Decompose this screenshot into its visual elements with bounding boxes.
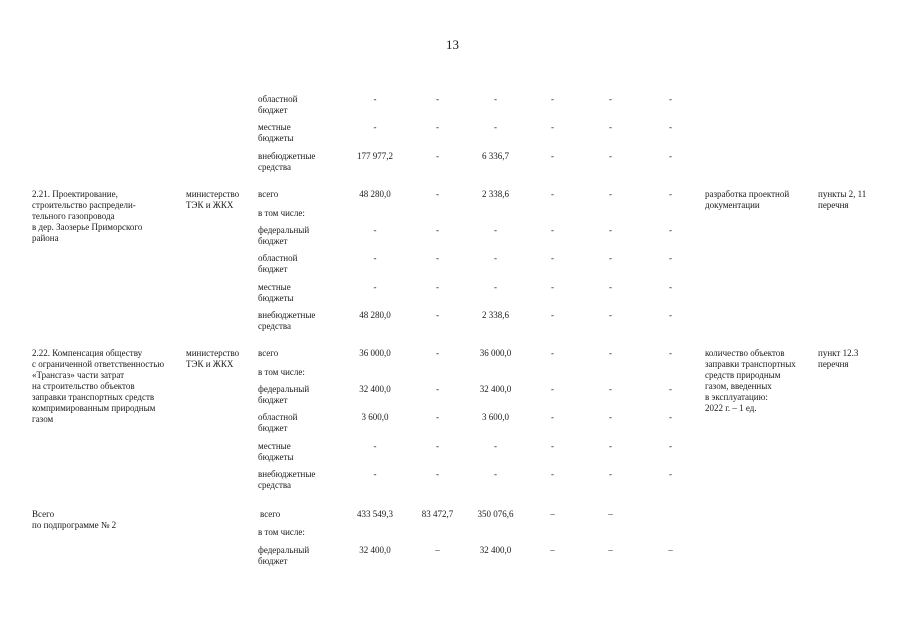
value-cell: - xyxy=(551,253,554,263)
source-label: в том числе: xyxy=(258,527,305,537)
page-number: 13 xyxy=(446,37,459,52)
value-cell: - xyxy=(669,122,672,132)
value-cell: - xyxy=(609,225,612,235)
value-cell: - xyxy=(551,384,554,394)
value-cell: - xyxy=(436,282,439,292)
value-cell: - xyxy=(551,94,554,104)
value-cell: - xyxy=(669,189,672,199)
value-cell: 83 472,7 xyxy=(421,509,454,519)
value-cell: 48 280,0 xyxy=(359,189,391,199)
value-cell: 48 280,0 xyxy=(359,310,391,320)
source-label: местные бюджеты xyxy=(258,441,294,462)
value-cell: - xyxy=(373,469,377,479)
value-cell: - xyxy=(609,122,612,132)
value-cell: - xyxy=(436,151,439,161)
executor-cell: министерство ТЭК и ЖКХ xyxy=(186,189,240,210)
value-cell: 32 400,0 xyxy=(479,384,512,394)
value-cell: – xyxy=(550,545,555,555)
source-label: местные бюджеты xyxy=(258,122,294,143)
value-cell: - xyxy=(551,225,554,235)
value-cell: 177 977,2 xyxy=(357,151,393,161)
value-cell: 32 400,0 xyxy=(359,545,391,555)
value-cell: - xyxy=(609,412,612,422)
value-cell: - xyxy=(551,412,554,422)
value-cell: - xyxy=(609,310,612,320)
value-cell: - xyxy=(436,310,439,320)
result-cell: количество объектов заправки транспортных средств природным газом, введенных в эксплуатацию: 2022 г. – 1 ед. xyxy=(705,348,796,413)
value-cell: - xyxy=(373,282,377,292)
value-cell: – xyxy=(668,545,673,555)
value-cell: - xyxy=(669,282,672,292)
source-label: местные бюджеты xyxy=(258,282,294,303)
value-cell: - xyxy=(436,253,439,263)
value-cell: 36 000,0 xyxy=(359,348,391,358)
value-cell: 32 400,0 xyxy=(359,384,391,394)
value-cell: - xyxy=(494,253,497,263)
value-cell: 6 336,7 xyxy=(482,151,509,161)
value-cell: - xyxy=(609,469,612,479)
value-cell: - xyxy=(373,122,377,132)
source-label: внебюджетные средства xyxy=(258,151,316,172)
source-label: федеральный бюджет xyxy=(258,225,310,246)
value-cell: - xyxy=(436,189,439,199)
executor-cell: министерство ТЭК и ЖКХ xyxy=(186,348,240,369)
reference-cell: пункт 12.3 перечня xyxy=(818,348,859,369)
value-cell: - xyxy=(494,94,497,104)
source-label: всего xyxy=(258,348,279,358)
value-cell: - xyxy=(436,384,439,394)
value-cell: – xyxy=(608,545,613,555)
value-cell: - xyxy=(669,469,672,479)
source-label: областной бюджет xyxy=(258,253,298,274)
task-cell: 2.21. Проектирование, строительство распредели- тельного газопровода в дер. Заозерье Приморского района xyxy=(32,189,143,243)
value-cell: - xyxy=(609,94,612,104)
value-cell: - xyxy=(669,441,672,451)
value-cell: - xyxy=(494,282,497,292)
value-cell: - xyxy=(669,94,672,104)
source-label: в том числе: xyxy=(258,208,305,218)
source-label: федеральный бюджет xyxy=(258,384,310,405)
value-cell: - xyxy=(436,348,439,358)
value-cell: - xyxy=(494,122,497,132)
value-cell: – xyxy=(608,509,613,519)
value-cell: - xyxy=(373,94,377,104)
source-label: всего xyxy=(258,189,279,199)
value-cell: 350 076,6 xyxy=(477,509,514,519)
value-cell: - xyxy=(669,253,672,263)
value-cell: - xyxy=(669,348,672,358)
value-cell: - xyxy=(609,253,612,263)
value-cell: - xyxy=(669,412,672,422)
value-cell: - xyxy=(609,151,612,161)
value-cell: – xyxy=(435,545,440,555)
value-cell: 3 600,0 xyxy=(361,412,389,422)
value-cell: - xyxy=(669,310,672,320)
value-cell: - xyxy=(551,151,554,161)
value-cell: - xyxy=(669,151,672,161)
source-label: внебюджетные средства xyxy=(258,469,316,490)
source-label: областной бюджет xyxy=(258,412,298,433)
task-cell: 2.22. Компенсация обществу с ограниченной ответственностью «Трансгаз» части затрат на строительство объектов заправки транспортных средств компримированным природным газом xyxy=(32,348,165,424)
value-cell: - xyxy=(669,384,672,394)
value-cell: - xyxy=(373,253,377,263)
value-cell: - xyxy=(494,225,497,235)
value-cell: - xyxy=(551,441,554,451)
value-cell: 3 600,0 xyxy=(482,412,509,422)
value-cell: - xyxy=(551,122,554,132)
value-cell: - xyxy=(436,122,439,132)
value-cell: - xyxy=(494,469,497,479)
value-cell: - xyxy=(609,282,612,292)
value-cell: - xyxy=(551,189,554,199)
value-cell: 2 338,6 xyxy=(482,310,509,320)
value-cell: - xyxy=(551,282,554,292)
value-cell: - xyxy=(436,225,439,235)
value-cell: - xyxy=(551,469,554,479)
value-cell: - xyxy=(669,225,672,235)
source-label: областной бюджет xyxy=(258,94,298,115)
value-cell: - xyxy=(609,189,612,199)
value-cell: 2 338,6 xyxy=(482,189,509,199)
value-cell: – xyxy=(550,509,555,519)
value-cell: 433 549,3 xyxy=(357,509,393,519)
value-cell: - xyxy=(436,441,439,451)
source-label: федеральный бюджет xyxy=(258,545,310,566)
source-label: всего xyxy=(260,509,281,519)
value-cell: - xyxy=(494,441,497,451)
task-cell: Всего по подпрограмме № 2 xyxy=(32,509,117,530)
value-cell: - xyxy=(609,384,612,394)
source-label: внебюджетные средства xyxy=(258,310,316,331)
reference-cell: пункты 2, 11 перечня xyxy=(818,189,867,210)
value-cell: 36 000,0 xyxy=(479,348,512,358)
value-cell: - xyxy=(436,412,439,422)
value-cell: - xyxy=(551,310,554,320)
value-cell: - xyxy=(609,348,612,358)
result-cell: разработка проектной документации xyxy=(705,189,790,210)
source-label: в том числе: xyxy=(258,367,305,377)
value-cell: - xyxy=(551,348,554,358)
value-cell: - xyxy=(436,94,439,104)
value-cell: - xyxy=(436,469,439,479)
value-cell: - xyxy=(609,441,612,451)
value-cell: - xyxy=(373,441,377,451)
value-cell: - xyxy=(373,225,377,235)
value-cell: 32 400,0 xyxy=(479,545,512,555)
